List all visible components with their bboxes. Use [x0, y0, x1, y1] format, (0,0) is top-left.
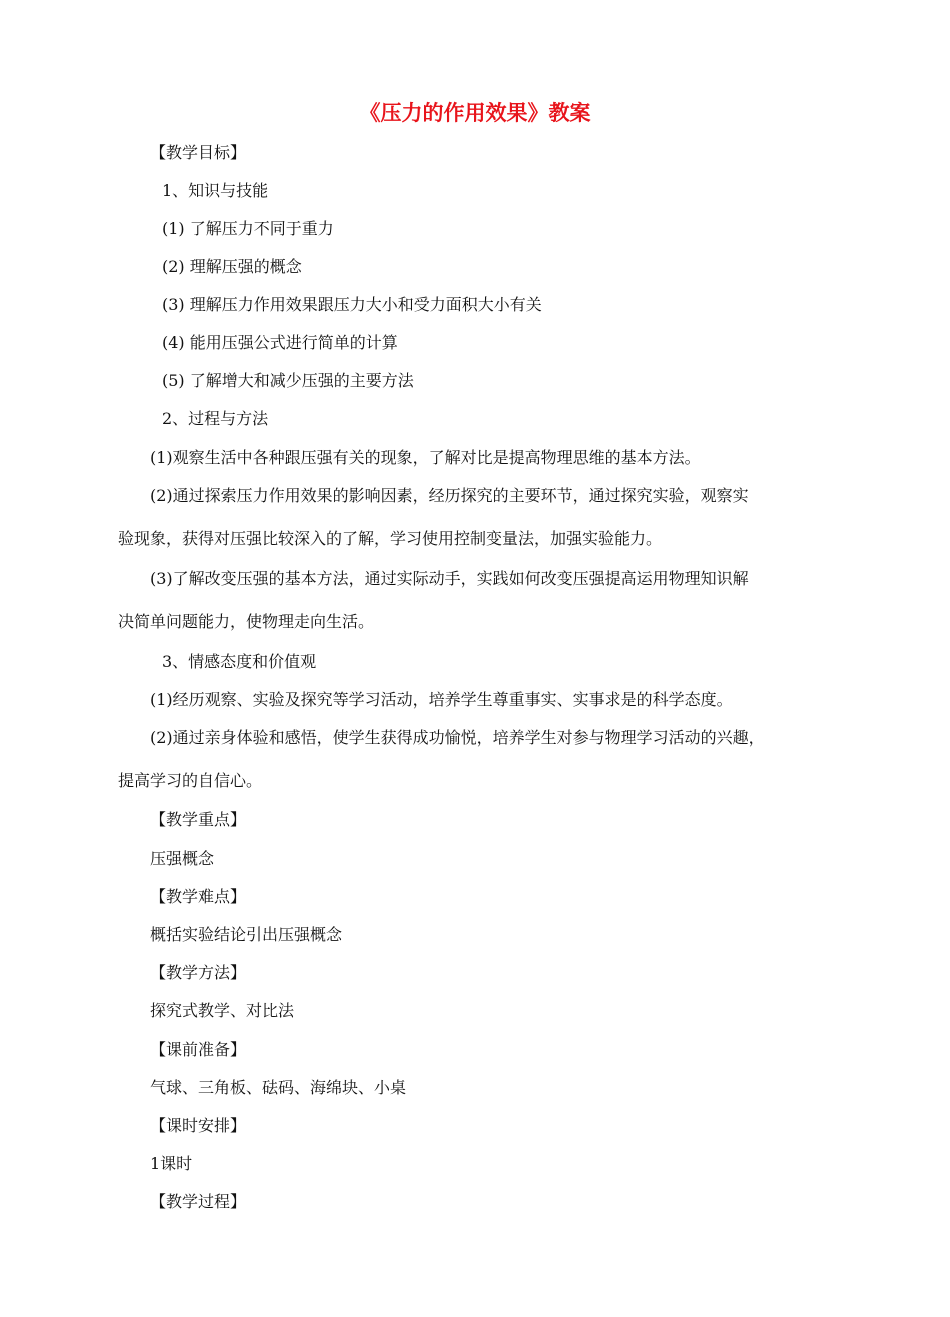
- schedule-text: 1课时: [150, 1154, 193, 1173]
- section-heading-methods: 【教学方法】: [150, 963, 247, 982]
- objective-item-4: (4) 能用压强公式进行简单的计算: [162, 333, 398, 352]
- process-item-3: (3)了解改变压强的基本方法，通过实际动手，实践如何改变压强提高运用物理知识解: [150, 569, 749, 588]
- methods-text: 探究式教学、对比法: [150, 1001, 295, 1020]
- section-heading-schedule: 【课时安排】: [150, 1116, 247, 1135]
- section-heading-key-points: 【教学重点】: [150, 810, 247, 829]
- process-item-1: (1)观察生活中各种跟压强有关的现象，了解对比是提高物理思维的基本方法。: [150, 448, 701, 467]
- objective-item-5: (5) 了解增大和减少压强的主要方法: [162, 371, 414, 390]
- process-item-2-cont: 验现象，获得对压强比较深入的了解，学习使用控制变量法，加强实验能力。: [118, 529, 663, 548]
- attitude-item-2: (2)通过亲身体验和感悟，使学生获得成功愉悦，培养学生对参与物理学习活动的兴趣，: [150, 728, 765, 747]
- objective-item-1: (1) 了解压力不同于重力: [162, 219, 334, 238]
- preparation-text: 气球、三角板、砝码、海绵块、小桌: [150, 1078, 407, 1097]
- subsection-knowledge-skills: 1、知识与技能: [162, 181, 269, 200]
- attitude-item-1: (1)经历观察、实验及探究等学习活动，培养学生尊重事实、实事求是的科学态度。: [150, 690, 733, 709]
- key-points-text: 压强概念: [150, 849, 215, 868]
- document-title: 《压力的作用效果》教案: [359, 101, 591, 125]
- section-heading-process: 【教学过程】: [150, 1192, 247, 1211]
- attitude-item-2-cont: 提高学习的自信心。: [118, 771, 263, 790]
- difficulties-text: 概括实验结论引出压强概念: [150, 925, 343, 944]
- process-item-3-cont: 决简单问题能力，使物理走向生活。: [118, 612, 375, 631]
- objective-item-2: (2) 理解压强的概念: [162, 257, 302, 276]
- section-heading-objectives: 【教学目标】: [150, 143, 247, 162]
- objective-item-3: (3) 理解压力作用效果跟压力大小和受力面积大小有关: [162, 295, 542, 314]
- subsection-process-method: 2、过程与方法: [162, 409, 269, 428]
- subsection-attitude-values: 3、情感态度和价值观: [162, 652, 317, 671]
- section-heading-difficulties: 【教学难点】: [150, 887, 247, 906]
- section-heading-preparation: 【课前准备】: [150, 1040, 247, 1059]
- process-item-2: (2)通过探索压力作用效果的影响因素，经历探究的主要环节，通过探究实验，观察实: [150, 486, 749, 505]
